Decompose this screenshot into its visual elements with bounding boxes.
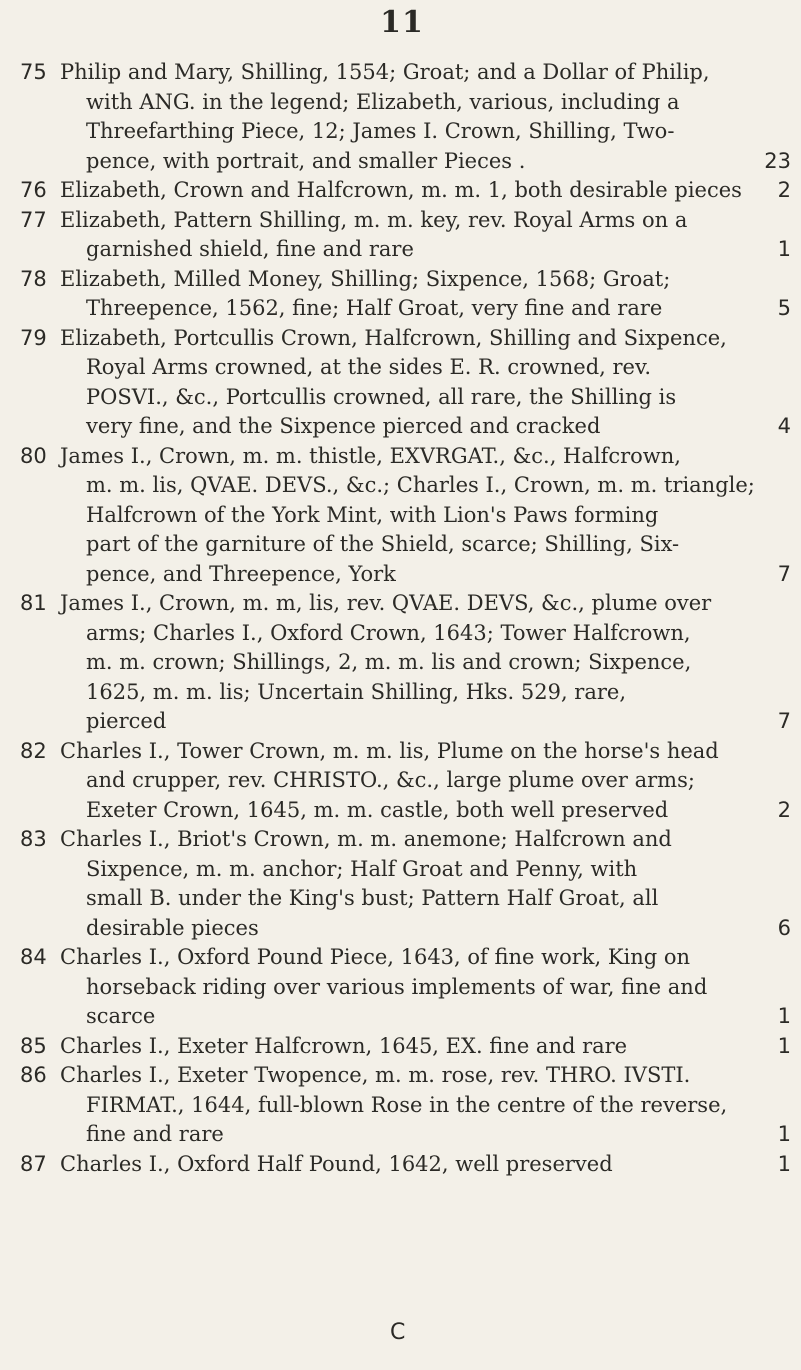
lot-entry — [20, 58, 795, 176]
lot-description-line: m. m. crown; Shillings, 2, m. m. lis and crown; Sixpence, — [86, 650, 692, 674]
lot-quantity: 4 — [777, 414, 791, 438]
lot-number: 76 — [20, 178, 47, 202]
lot-description — [60, 1061, 795, 1150]
lot-description-line: Charles I., Exeter Halfcrown, 1645, EX. fine and rare — [60, 1033, 628, 1058]
lot-description-line: Elizabeth, Portcullis Crown, Halfcrown, Shilling and Sixpence, — [60, 325, 727, 350]
lot-quantity: 1 — [777, 1033, 791, 1058]
lot-number: 82 — [20, 738, 47, 763]
lot-description — [60, 265, 795, 324]
lot-entry — [20, 1150, 795, 1180]
lot-description-line: pierced — [86, 709, 167, 733]
lot-description — [60, 589, 795, 737]
lot-description — [60, 737, 795, 826]
lot-quantity: 5 — [777, 296, 791, 320]
lot-entry — [20, 176, 795, 206]
signature-mark: C — [390, 1320, 406, 1345]
lot-description — [60, 442, 795, 590]
lot-quantity: 1 — [777, 1151, 791, 1176]
lot-description-line: POSVI., &c., Portcullis crowned, all rare, the Shilling is — [86, 384, 677, 409]
lot-description-line: Charles I., Oxford Half Pound, 1642, well preserved — [60, 1151, 613, 1176]
lot-description-line: Elizabeth, Pattern Shilling, m. m. key, rev. Royal Arms on a — [60, 207, 688, 232]
lot-description-line: pence, and Threepence, York — [86, 561, 396, 586]
lot-description-line: Halfcrown of the York Mint, with Lion's Paws forming — [86, 502, 659, 527]
lot-entry — [20, 324, 795, 442]
lot-quantity: 1 — [777, 1122, 791, 1146]
lot-description-line: small B. under the King's bust; Pattern Half Groat, all — [86, 886, 659, 910]
lot-description-line: Philip and Mary, Shilling, 1554; Groat; and a Dollar of Philip, — [60, 60, 710, 84]
lot-description-line: garnished shield, fine and rare — [86, 237, 414, 261]
lot-number: 81 — [20, 591, 47, 615]
lot-number: 84 — [20, 945, 47, 969]
lot-entry — [20, 825, 795, 943]
lot-list — [20, 58, 795, 1179]
lot-description-line: James I., Crown, m. m, lis, rev. QVAE. DEVS, &c., plume over — [60, 591, 712, 615]
lot-description-line: m. m. lis, QVAE. DEVS., &c.; Charles I., Crown, m. m. triangle; — [86, 473, 755, 497]
lot-description — [60, 206, 795, 265]
lot-number: 79 — [20, 325, 47, 350]
lot-number: 80 — [20, 443, 47, 468]
lot-description — [60, 825, 795, 943]
lot-entry — [20, 206, 795, 265]
lot-quantity: 7 — [777, 709, 791, 733]
lot-entry — [20, 265, 795, 324]
lot-entry — [20, 1032, 795, 1062]
lot-quantity: 2 — [777, 178, 791, 202]
lot-entry — [20, 1061, 795, 1150]
lot-entry — [20, 589, 795, 737]
lot-description-line: arms; Charles I., Oxford Crown, 1643; Tower Halfcrown, — [86, 620, 691, 645]
lot-quantity: 1 — [777, 237, 791, 261]
lot-quantity: 6 — [777, 915, 791, 940]
lot-description — [60, 324, 795, 442]
lot-description-line: Charles I., Briot's Crown, m. m. anemone; Halfcrown and — [60, 827, 672, 851]
lot-description-line: horseback riding over various implements of war, fine and — [86, 974, 708, 999]
lot-description-line: part of the garniture of the Shield, scarce; Shilling, Six- — [86, 532, 680, 556]
lot-number: 85 — [20, 1033, 47, 1058]
lot-number: 75 — [20, 60, 47, 84]
page-number: 11 — [380, 5, 424, 40]
lot-description-line: fine and rare — [86, 1122, 224, 1146]
lot-description — [60, 943, 795, 1032]
lot-number: 77 — [20, 207, 47, 232]
lot-entry — [20, 442, 795, 590]
lot-number: 87 — [20, 1151, 47, 1176]
lot-description-line: Exeter Crown, 1645, m. m. castle, both well preserved — [86, 797, 669, 822]
lot-description — [60, 1150, 795, 1180]
lot-description-line: Sixpence, m. m. anchor; Half Groat and Penny, with — [86, 856, 638, 881]
lot-description-line: Elizabeth, Milled Money, Shilling; Sixpence, 1568; Groat; — [60, 266, 671, 291]
lot-description-line: very fine, and the Sixpence pierced and cracked — [86, 414, 601, 438]
lot-number: 83 — [20, 827, 47, 851]
lot-description-line: Charles I., Exeter Twopence, m. m. rose, rev. THRO. IVSTI. — [60, 1063, 691, 1087]
lot-quantity: 7 — [777, 561, 791, 586]
lot-description-line: with ANG. in the legend; Elizabeth, various, including a — [86, 89, 680, 114]
lot-description-line: and crupper, rev. CHRISTO., &c., large plume over arms; — [86, 768, 695, 792]
lot-description-line: FIRMAT., 1644, full-blown Rose in the centre of the reverse, — [86, 1092, 728, 1117]
lot-description-line: desirable pieces — [86, 915, 259, 940]
lot-description — [60, 1032, 795, 1062]
lot-description-line: 1625, m. m. lis; Uncertain Shilling, Hks. 529, rare, — [86, 679, 627, 704]
lot-description-line: James I., Crown, m. m. thistle, EXVRGAT., &c., Halfcrown, — [60, 443, 681, 468]
lot-description-line: pence, with portrait, and smaller Pieces . — [86, 148, 526, 173]
lot-quantity: 23 — [764, 148, 791, 173]
lot-number: 78 — [20, 266, 47, 291]
lot-description — [60, 58, 795, 176]
lot-entry — [20, 943, 795, 1032]
lot-description-line: Charles I., Oxford Pound Piece, 1643, of fine work, King on — [60, 945, 691, 969]
lot-quantity: 1 — [777, 1004, 791, 1028]
lot-description-line: scarce — [86, 1004, 156, 1028]
lot-description-line: Threepence, 1562, fine; Half Groat, very fine and rare — [86, 296, 663, 320]
lot-description-line: Threefarthing Piece, 12; James I. Crown, Shilling, Two- — [86, 119, 675, 143]
lot-entry — [20, 737, 795, 826]
lot-description-line: Elizabeth, Crown and Halfcrown, m. m. 1, both desirable pieces — [60, 178, 742, 202]
lot-number: 86 — [20, 1063, 47, 1087]
lot-quantity: 2 — [777, 797, 791, 822]
lot-description-line: Charles I., Tower Crown, m. m. lis, Plume on the horse's head — [60, 738, 719, 763]
lot-description-line: Royal Arms crowned, at the sides E. R. crowned, rev. — [86, 355, 652, 379]
lot-description — [60, 176, 795, 206]
